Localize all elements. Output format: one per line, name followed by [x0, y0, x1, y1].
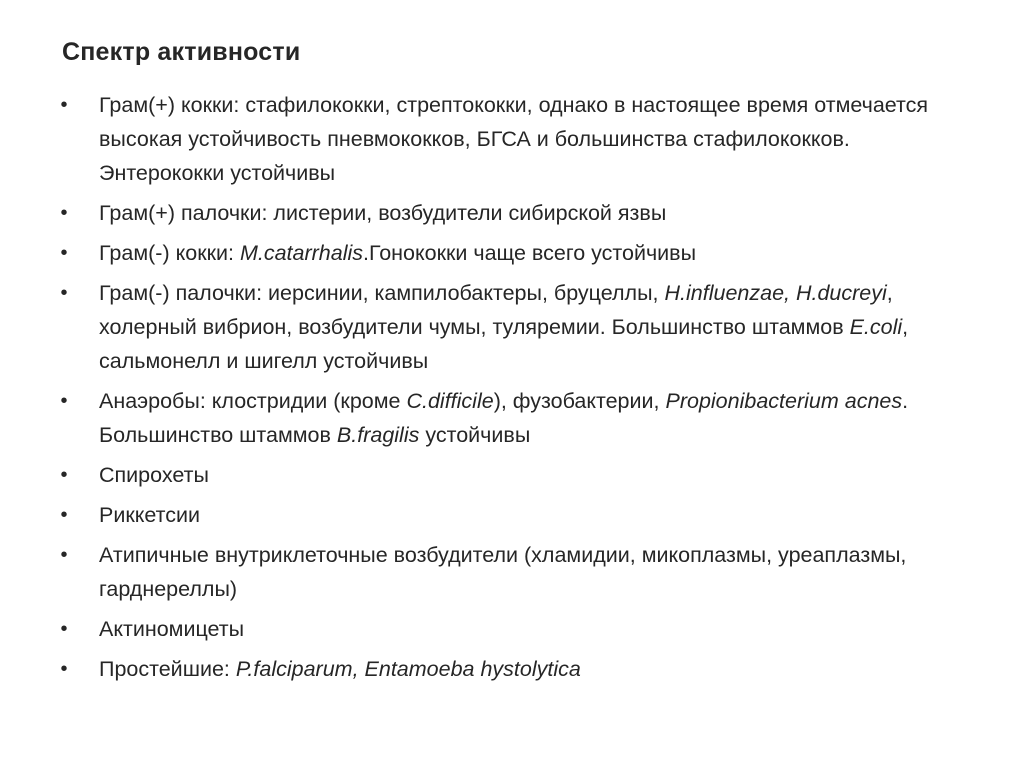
text-run: Грам(+) кокки: стафилококки, стрептококки, однако в настоящее время отмечается высокая устойчивость пневмококков, БГСА и большинства стафилококков. Энтерококки устойчивы — [99, 93, 929, 185]
text-run: устойчивы — [419, 423, 531, 447]
bullet-item — [58, 612, 978, 646]
bullet-dot-icon: • — [60, 94, 68, 116]
bullet-item — [58, 88, 978, 190]
text-run: Грам(-) палочки: иерсинии, кампилобактеры, бруцеллы, — [99, 281, 665, 305]
bullet-dot-icon: • — [60, 390, 68, 412]
bullet-text — [99, 201, 666, 225]
italic-term: E.coli — [849, 315, 903, 339]
bullet-text — [99, 241, 696, 265]
bullet-dot-icon: • — [60, 464, 68, 486]
slide-title: Спектр активности — [62, 38, 301, 66]
italic-term: M.catarrhalis — [239, 241, 364, 265]
text-run: Спирохеты — [99, 463, 209, 487]
text-run: Актиномицеты — [99, 617, 245, 641]
text-run: , сальмонелл и шигелл устойчивы — [99, 315, 909, 373]
text-run: Грам(-) кокки: — [99, 241, 240, 265]
bullet-item — [58, 276, 978, 378]
bullet-text — [99, 463, 209, 487]
bullet-dot-icon: • — [60, 282, 68, 304]
bullet-item — [58, 384, 978, 452]
text-run: Простейшие: — [99, 657, 236, 681]
italic-term: H.influenzae, H.ducreyi — [664, 281, 887, 305]
text-run: , холерный вибрион, возбудители чумы, туляремии. Большинство штаммов — [99, 281, 893, 339]
bullet-text — [99, 657, 581, 681]
bullet-dot-icon: • — [60, 242, 68, 264]
bullet-item — [58, 196, 978, 230]
bullet-item — [58, 652, 978, 686]
bullet-text — [99, 617, 244, 641]
bullet-item — [58, 538, 978, 606]
bullet-item — [58, 458, 978, 492]
text-run: . Большинство штаммов — [99, 389, 909, 447]
bullet-list — [58, 88, 978, 692]
italic-term: C.difficile — [406, 389, 494, 413]
bullet-dot-icon: • — [60, 202, 68, 224]
text-run: .Гонококки чаще всего устойчивы — [363, 241, 697, 265]
italic-term: Propionibacterium acnes — [665, 389, 903, 413]
bullet-dot-icon: • — [60, 544, 68, 566]
bullet-text — [99, 543, 906, 601]
bullet-item — [58, 498, 978, 532]
bullet-text — [99, 93, 928, 185]
text-run: Атипичные внутриклеточные возбудители (хламидии, микоплазмы, уреаплазмы, гарднереллы) — [99, 543, 907, 601]
bullet-dot-icon: • — [60, 618, 68, 640]
bullet-text — [99, 503, 200, 527]
bullet-item — [58, 236, 978, 270]
bullet-dot-icon: • — [60, 658, 68, 680]
italic-term: P.falciparum, Entamoeba hystolytica — [235, 657, 581, 681]
bullet-text — [99, 281, 908, 373]
text-run: Риккетсии — [99, 503, 201, 527]
bullet-text — [99, 389, 908, 447]
text-run: Грам(+) палочки: листерии, возбудители сибирской язвы — [99, 201, 667, 225]
text-run: Анаэробы: клостридии (кроме — [99, 389, 407, 413]
text-run: ), фузобактерии, — [493, 389, 666, 413]
bullet-dot-icon: • — [60, 504, 68, 526]
italic-term: B.fragilis — [336, 423, 420, 447]
